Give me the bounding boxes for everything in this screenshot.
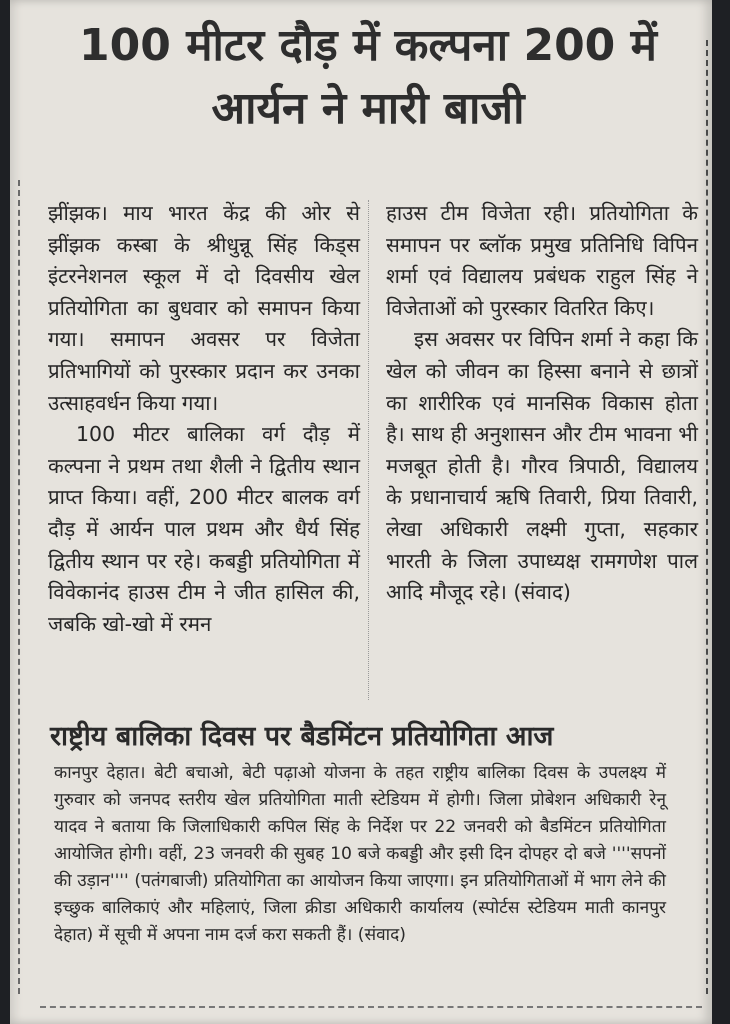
left-paragraph-2: 100 मीटर बालिका वर्ग दौड़ में कल्पना ने प्रथम तथा शैली ने द्वितीय स्थान प्राप्त किया। वहीं, 200 मीटर बालक वर्ग दौड़ में आर्यन पाल प्रथम और धैर्य सिंह द्वितीय स्थान पर रहे। कबड्डी प्रतियोगिता में विवेकानंद हाउस टीम ने जीत हासिल की, जबकि खो-खो में रमन <box>48 422 360 636</box>
second-article-body: कानपुर देहात। बेटी बचाओ, बेटी पढ़ाओ योजना के तहत राष्ट्रीय बालिका दिवस के उपलक्ष्य में गुरुवार को जनपद स्तरीय खेल प्रतियोगिता माती स्टेडियम में होगी। जिला प्रोबेशन अधिकारी रेनू यादव ने बताया कि जिलाधिकारी कपिल सिंह के निर्देश पर 22 जनवरी को बैडमिंटन प्रतियोगिता आयोजित होगी। वहीं, 23 जनवरी की सुबह 10 बजे कबड्डी और इसी दिन दोपहर दो बजे ''''सपनों की उड़ान'''' (पतंगबाजी) प्रतियोगिता का आयोजन किया जाएगा। इन प्रतियोगिताओं में भाग लेने की इच्छुक बालिकाएं और महिलाएं, जिला क्रीडा अधिकारी कार्यालय (स्पोर्टस स्टेडियम माती कानपुर देहात) में सूची में अपना नाम दर्ज करा सकती हैं। (संवाद) <box>54 763 666 945</box>
article-columns <box>48 198 698 640</box>
second-article-headline: राष्ट्रीय बालिका दिवस पर बैडमिंटन प्रतियोगिता आज <box>50 721 554 752</box>
left-paragraph-1: झींझक। माय भारत केंद्र की ओर से झींझक कस्बा के श्रीधुन्नू सिंह किड्स इंटरनेशनल स्कूल में दो दिवसीय खेल प्रतियोगिता का बुधवार को समापन किया गया। समापन अवसर पर विजेता प्रतिभागियों को पुरस्कार प्रदान कर उनका उत्साहवर्धन किया गया। <box>48 201 360 415</box>
cut-line-right <box>706 40 708 994</box>
right-column <box>386 198 698 640</box>
bottom-cut-line <box>40 1006 702 1008</box>
right-paragraph-1: हाउस टीम विजेता रही। प्रतियोगिता के समापन पर ब्लॉक प्रमुख प्रतिनिधि विपिन शर्मा एवं विद्यालय प्रबंधक राहुल सिंह ने विजेताओं को पुरस्कार वितरित किए। <box>386 201 698 320</box>
newspaper-clipping <box>10 0 712 1024</box>
cut-line-left <box>18 180 20 994</box>
left-column <box>48 198 360 640</box>
right-paragraph-2: इस अवसर पर विपिन शर्मा ने कहा कि खेल को जीवन का हिस्सा बनाने से छात्रों का शारीरिक एवं मानसिक विकास होता है। साथ ही अनुशासन और टीम भावना भी मजबूत होती है। गौरव त्रिपाठी, विद्यालय के प्रधानाचार्य ऋषि तिवारी, प्रिया तिवारी, लेखा अधिकारी लक्ष्मी गुप्ता, सहकार भारती के जिला उपाध्यक्ष रामगणेश पाल आदि मौजूद रहे। (संवाद) <box>386 327 698 605</box>
main-headline: 100 मीटर दौड़ में कल्पना 200 में आर्यन ने मारी बाजी <box>79 20 657 134</box>
